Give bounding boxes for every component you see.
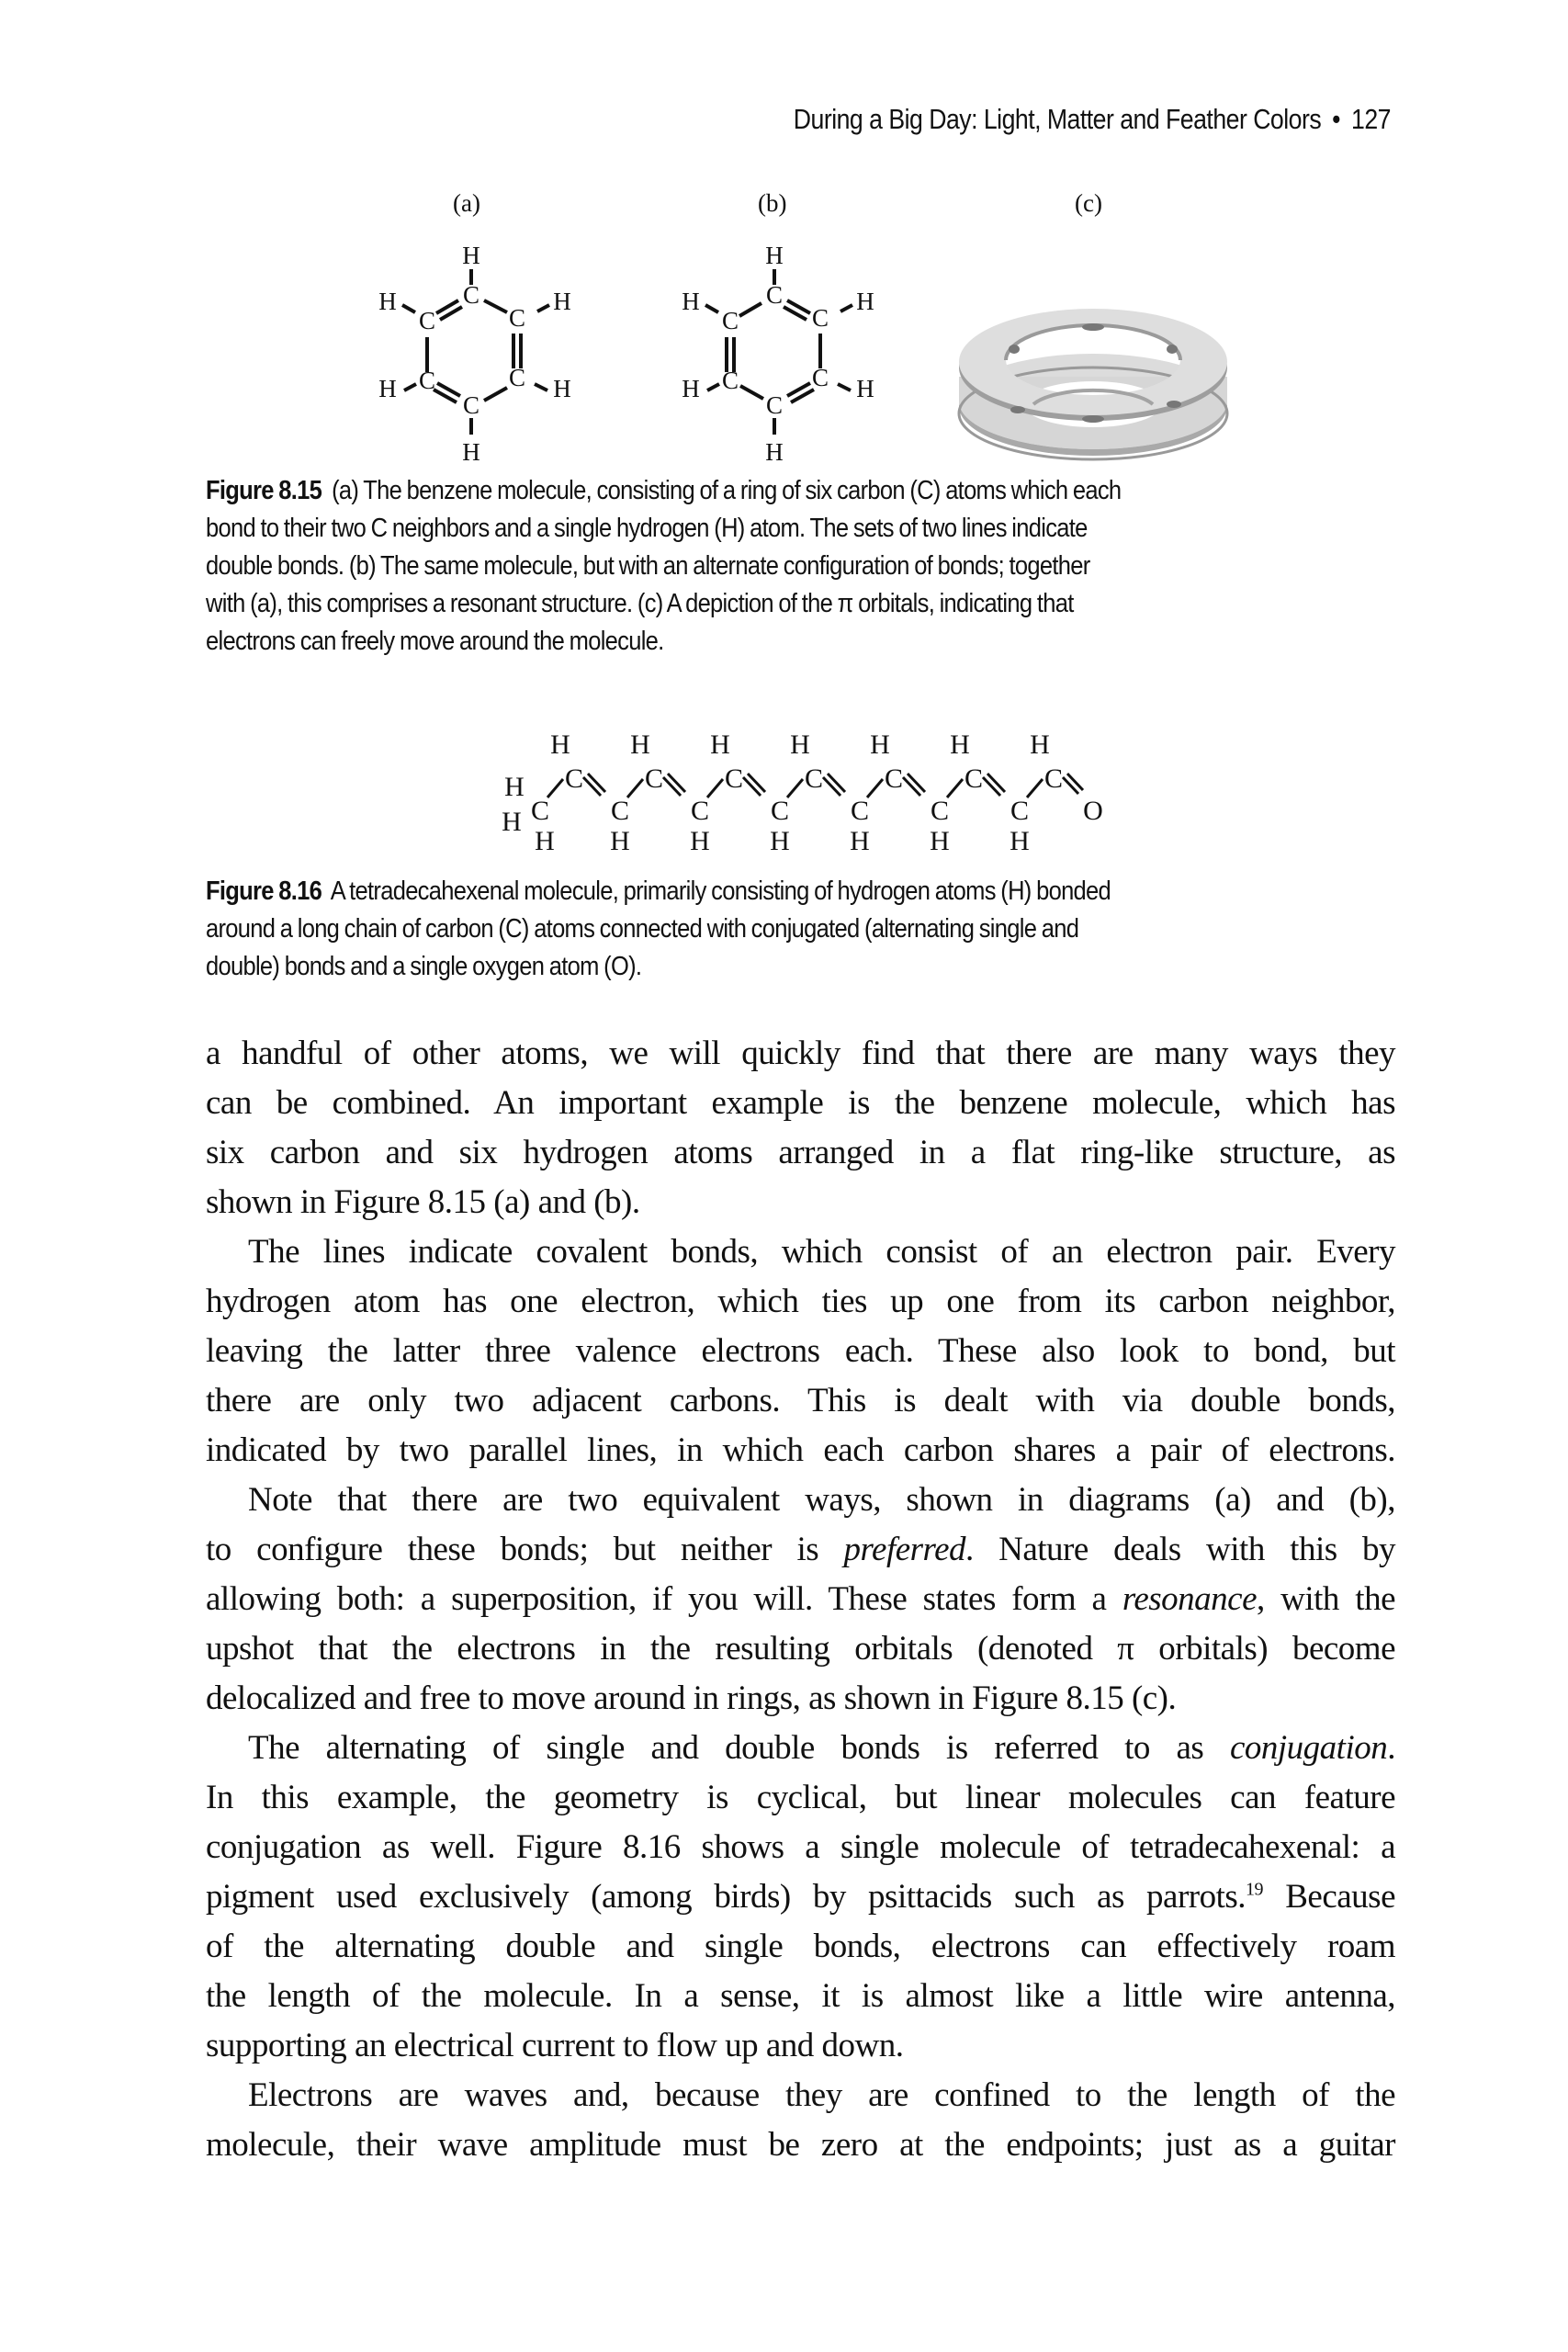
text-run: to configure these bonds; but neither is [206, 1531, 844, 1568]
atom-h: H [553, 288, 571, 315]
paragraph-3 [206, 1476, 1395, 1724]
atom-c: C [462, 391, 480, 419]
text-line: upshot that the electrons in the resulting orbitals (denoted π orbitals) become [206, 1630, 1395, 1668]
atom-c: C [724, 763, 744, 794]
atom-c: C [721, 367, 739, 394]
atom-c: C [930, 796, 950, 826]
emphasis-conjugation: conjugation [1229, 1729, 1388, 1767]
atom-h: H [462, 438, 480, 464]
text-line: shown in Figure 8.15 (a) and (b). [206, 1183, 640, 1221]
atom-c: C [610, 796, 630, 826]
text-line: supporting an electrical current to flow up and down. [206, 2027, 904, 2064]
text-line: conjugation as well. Figure 8.16 shows a single molecule of tetradecahexenal: a [206, 1828, 1395, 1866]
atom-c: C [811, 304, 829, 332]
text-line: leaving the latter three valence electrons each. These also look to bond, but [206, 1332, 1395, 1370]
caption-line: A tetradecahexenal molecule, primarily consisting of hydrogen atoms (H) bonded [330, 876, 1111, 906]
atom-c: C [418, 307, 436, 334]
benzene-diagram-a [367, 234, 597, 464]
atom-h: H [550, 729, 570, 760]
atom-h: H [462, 242, 480, 269]
text-run: . Nature deals with this by [965, 1531, 1396, 1568]
figure-number: Figure 8.16 [206, 876, 322, 906]
atom-h: H [950, 729, 970, 760]
atom-h: H [770, 826, 790, 854]
caption-line: double) bonds and a single oxygen atom (O). [206, 952, 642, 981]
emphasis-resonance: resonance [1122, 1580, 1258, 1618]
figure-8-16-caption [206, 873, 1400, 986]
caption-line: with (a), this comprises a resonant structure. (c) A depiction of the π orbitals, indicating that [206, 589, 1074, 618]
atom-h: H [378, 288, 397, 315]
emphasis-preferred: preferred [843, 1531, 965, 1568]
text-line [206, 1575, 1395, 1624]
atom-h: H [690, 826, 710, 854]
text-line: Note that there are two equivalent ways, shown in diagrams (a) and (b), [248, 1481, 1395, 1519]
text-run: . [1387, 1729, 1395, 1767]
page-number: 127 [1351, 103, 1391, 135]
text-line: indicated by two parallel lines, in which each carbon shares a pair of electrons. [206, 1431, 1395, 1469]
benzene-diagram-b [671, 234, 900, 464]
panel-label-b: (b) [758, 189, 787, 217]
footnote-ref-19[interactable]: 19 [1246, 1879, 1264, 1900]
text-line: The lines indicate covalent bonds, which consist of an electron pair. Every [248, 1233, 1395, 1271]
atom-h: H [1010, 826, 1030, 854]
text-run: Because [1263, 1878, 1395, 1916]
atom-c: C [530, 796, 550, 826]
text-line: Electrons are waves and, because they are confined to the length of the [248, 2076, 1395, 2114]
atom-h: H [682, 288, 700, 315]
atom-c: C [462, 281, 480, 309]
atom-c: C [964, 763, 984, 794]
atom-c: C [804, 763, 824, 794]
atom-h: H [1030, 729, 1050, 760]
atom-h: H [930, 826, 950, 854]
paragraph-4 [206, 1724, 1395, 2071]
text-line [206, 1724, 1395, 1773]
text-line: six carbon and six hydrogen atoms arranged in a flat ring-like structure, as [206, 1134, 1395, 1171]
atom-h: H [502, 807, 522, 837]
text-line: molecule, their wave amplitude must be zero at the endpoints; just as a guitar [206, 2126, 1395, 2164]
atom-h: H [765, 438, 784, 464]
text-line: there are only two adjacent carbons. This is dealt with via double bonds, [206, 1382, 1395, 1419]
atom-c: C [884, 763, 904, 794]
atom-h: H [682, 375, 700, 402]
panel-label-a: (a) [453, 189, 480, 217]
atom-c: C [765, 391, 784, 419]
text-run: pigment used exclusively (among birds) by psittacids such as parrots. [206, 1878, 1247, 1916]
caption-line: around a long chain of carbon (C) atoms connected with conjugated (alternating single and [206, 914, 1079, 944]
atom-h: H [378, 375, 397, 402]
text-line [206, 1525, 1395, 1575]
atom-h: H [870, 729, 890, 760]
atom-c: C [1043, 763, 1064, 794]
atom-h: H [504, 772, 525, 802]
caption-line: bond to their two C neighbors and a single hydrogen (H) atom. The sets of two lines indicate [206, 514, 1088, 543]
atom-c: C [721, 307, 739, 334]
atom-h: H [765, 242, 784, 269]
figure-8-15-caption [206, 472, 1400, 661]
text-line: delocalized and free to move around in rings, as shown in Figure 8.15 (c). [206, 1679, 1177, 1717]
paragraph-2 [206, 1227, 1395, 1476]
atom-c: C [418, 367, 436, 394]
text-run: The alternating of single and double bonds is referred to as [248, 1729, 1230, 1767]
panel-label-c: (c) [1075, 189, 1102, 217]
atom-c: C [770, 796, 790, 826]
atom-c: C [850, 796, 870, 826]
running-head-title: During a Big Day: Light, Matter and Feather Colors [793, 103, 1322, 135]
pi-orbitals-illustration [955, 276, 1231, 478]
atom-c: C [508, 364, 526, 391]
paragraph-5 [206, 2071, 1395, 2170]
paragraph-1 [206, 1029, 1395, 1227]
text-line: hydrogen atom has one electron, which ties up one from its carbon neighbor, [206, 1283, 1395, 1320]
atom-h: H [630, 729, 650, 760]
running-head-separator: • [1332, 103, 1341, 135]
atom-c: C [564, 763, 584, 794]
atom-c: C [1010, 796, 1030, 826]
text-line: a handful of other atoms, we will quickly find that there are many ways they [206, 1035, 1395, 1072]
atom-c: C [690, 796, 710, 826]
text-line [206, 1872, 1395, 1922]
caption-line: double bonds. (b) The same molecule, but with an alternate configuration of bonds; together [206, 551, 1090, 581]
body-text [206, 1029, 1395, 2170]
tetradecahexenal-diagram [487, 717, 1130, 854]
atom-c: C [508, 304, 526, 332]
atom-h: H [856, 375, 874, 402]
atom-c: C [811, 364, 829, 391]
atom-h: H [790, 729, 810, 760]
running-head [195, 103, 1391, 136]
text-run: , with the [1257, 1580, 1396, 1618]
text-run: allowing both: a superposition, if you will. These states form a [206, 1580, 1122, 1618]
atom-h: H [535, 826, 555, 854]
text-line: can be combined. An important example is the benzene molecule, which has [206, 1084, 1395, 1122]
atom-h: H [610, 826, 630, 854]
atom-c: C [765, 281, 784, 309]
caption-line: (a) The benzene molecule, consisting of a ring of six carbon (C) atoms which each [332, 476, 1122, 505]
text-line: the length of the molecule. In a sense, it is almost like a little wire antenna, [206, 1977, 1395, 2015]
text-line: of the alternating double and single bonds, electrons can effectively roam [206, 1928, 1395, 1965]
text-line: In this example, the geometry is cyclical, but linear molecules can feature [206, 1779, 1395, 1816]
atom-h: H [856, 288, 874, 315]
atom-h: H [710, 729, 730, 760]
atom-o: O [1083, 796, 1103, 826]
atom-h: H [850, 826, 870, 854]
atom-c: C [644, 763, 664, 794]
caption-line: electrons can freely move around the molecule. [206, 627, 664, 656]
atom-h: H [553, 375, 571, 402]
figure-number: Figure 8.15 [206, 476, 322, 505]
